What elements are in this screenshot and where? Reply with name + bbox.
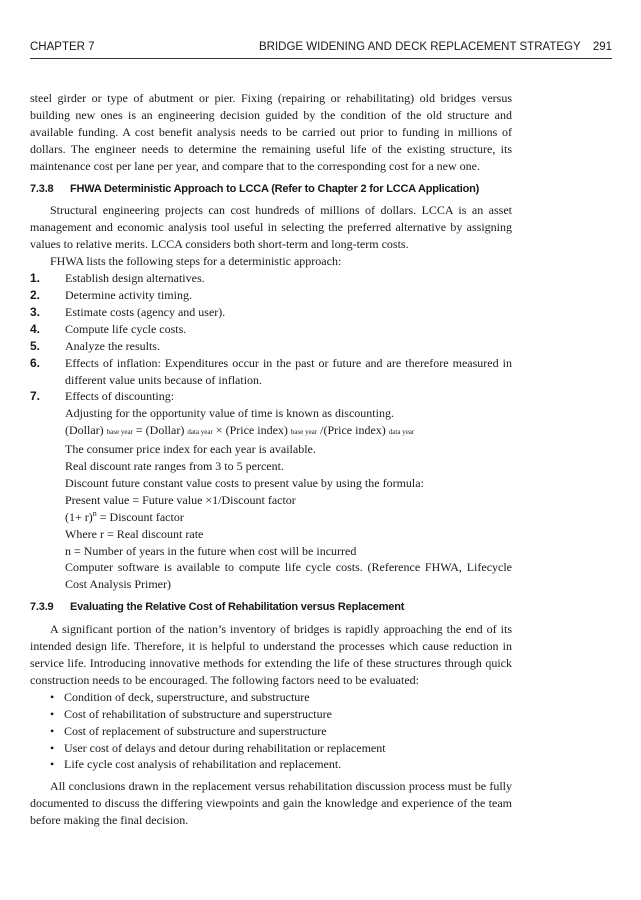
rate-definition: Where r = Real discount rate [65, 526, 204, 541]
list-item [30, 388, 512, 593]
step-number: 1. [30, 271, 41, 286]
page-number: 291 [592, 41, 612, 53]
step-text: Analyze the results. [65, 338, 160, 353]
step-number: 2. [30, 287, 41, 302]
formula-dollar-2: (Dollar) [145, 423, 185, 438]
formula-price-index-2: (Price index) [323, 423, 386, 438]
list-item [30, 338, 512, 355]
discount-factor-formula [65, 509, 512, 526]
formula-subscript-base-year-2: base year [290, 428, 318, 437]
list-item [30, 355, 512, 389]
discount-factor-exponent: n [92, 508, 97, 518]
header-title: BRIDGE WIDENING AND DECK REPLACEMENT STRATEGY [259, 41, 581, 53]
formula-slash: / [317, 423, 324, 438]
present-value-formula: Present value = Future value ×1/Discount factor [65, 492, 296, 507]
section-heading-7-3-8 [30, 181, 512, 198]
list-item [30, 304, 512, 321]
steps-intro: FHWA lists the following steps for a deterministic approach: [50, 254, 342, 269]
header-chapter: CHAPTER 7 [30, 41, 95, 53]
discount-factor-base: (1+ r) [65, 509, 93, 524]
formula-subscript-data-year: data year [187, 428, 213, 437]
step-number: 5. [30, 338, 41, 353]
step-text: Estimate costs (agency and user). [65, 304, 226, 319]
discount-rate-note: Real discount rate ranges from 3 to 5 percent. [65, 459, 284, 474]
step-text: Effects of inflation: Expenditures occur in the past or future and are therefore measured in different value units because of inflation. [65, 355, 512, 387]
list-item [30, 321, 512, 338]
present-value-intro: Discount future constant value costs to present value by using the formula: [65, 475, 424, 490]
formula-subscript-base-year: base year [106, 428, 133, 437]
list-item: • Cost of replacement of substructure and superstructure [50, 723, 512, 740]
closing-paragraph: All conclusions drawn in the replacement versus rehabilitation discussion process must be fully documented to discuss the differing viewpoints and gain the knowledge and experience of the team before making the final decision. [30, 779, 512, 828]
software-note: Computer software is available to compute life cycle costs. (Reference FHWA, Lifecycle Cost Analysis Primer) [65, 560, 512, 592]
list-item [30, 287, 512, 304]
step-text: Determine activity timing. [65, 287, 192, 302]
step-text: Effects of discounting: [65, 389, 175, 404]
section-title: Evaluating the Relative Cost of Rehabilitation versus Replacement [70, 601, 405, 614]
rehab-paragraph: A significant portion of the nation’s inventory of bridges is rapidly approaching the end of its intended design life. Therefore, it is helpful to understand the processes which cause reduction in service life. Introducing innovative methods for extending the life of these structures through quick construction needs to be encouraged. The following factors need to be evaluated: [30, 622, 512, 687]
section-title: FHWA Deterministic Approach to LCCA (Refer to Chapter 2 for LCCA Application) [70, 182, 480, 195]
section-heading-7-3-9 [30, 599, 512, 616]
step-number: 6. [30, 355, 41, 370]
formula-times: × [212, 423, 226, 438]
step-text: Compute life cycle costs. [65, 321, 187, 336]
page-body [30, 90, 512, 829]
list-item: • User cost of delays and detour during rehabilitation or replacement [50, 740, 512, 757]
section-number: 7.3.9 [30, 601, 54, 614]
intro-paragraph: steel girder or type of abutment or pier. Fixing (repairing or rehabilitating) old bridges versus building new ones is an engineering decision guided by the condition of the old structure and available funding. A cost benefit analysis needs to be carried out prior to funding in millions of dollars. The engineer needs to determine the remaining useful life of the existing structure, its maintenance cost per lane per year, and compare that to the corresponding cost for a new one. [30, 91, 512, 173]
list-item: • Cost of rehabilitation of substructure and superstructure [50, 706, 512, 723]
formula-dollar: (Dollar) [65, 423, 104, 438]
formula-price-index: (Price index) [225, 423, 288, 438]
discounting-definition: Adjusting for the opportunity value of time is known as discounting. [65, 406, 394, 421]
running-header [30, 38, 612, 59]
list-item: • Life cycle cost analysis of rehabilitation and replacement. [50, 756, 512, 773]
step-text: Establish design alternatives. [65, 271, 205, 286]
list-item: • Condition of deck, superstructure, and substructure [50, 689, 512, 706]
factors-list [30, 689, 512, 774]
formula-equals: = [132, 423, 146, 438]
dollar-formula [65, 422, 512, 441]
fhwa-steps-list [30, 270, 512, 593]
discount-factor-rest: = Discount factor [96, 509, 184, 524]
years-definition: n = Number of years in the future when cost will be incurred [65, 543, 357, 558]
formula-subscript-data-year-2: data year [388, 428, 415, 437]
section-number: 7.3.8 [30, 182, 54, 195]
step-number: 3. [30, 304, 41, 319]
cpi-note: The consumer price index for each year is available. [65, 442, 316, 457]
step-number: 7. [30, 389, 41, 404]
lcca-paragraph: Structural engineering projects can cost hundreds of millions of dollars. LCCA is an asset management and economic analysis tool useful in selecting the preferred alternative by assigning values to relative merits. LCCA considers both short-term and long-term costs. [30, 203, 512, 252]
step-number: 4. [30, 321, 41, 336]
list-item [30, 270, 512, 287]
